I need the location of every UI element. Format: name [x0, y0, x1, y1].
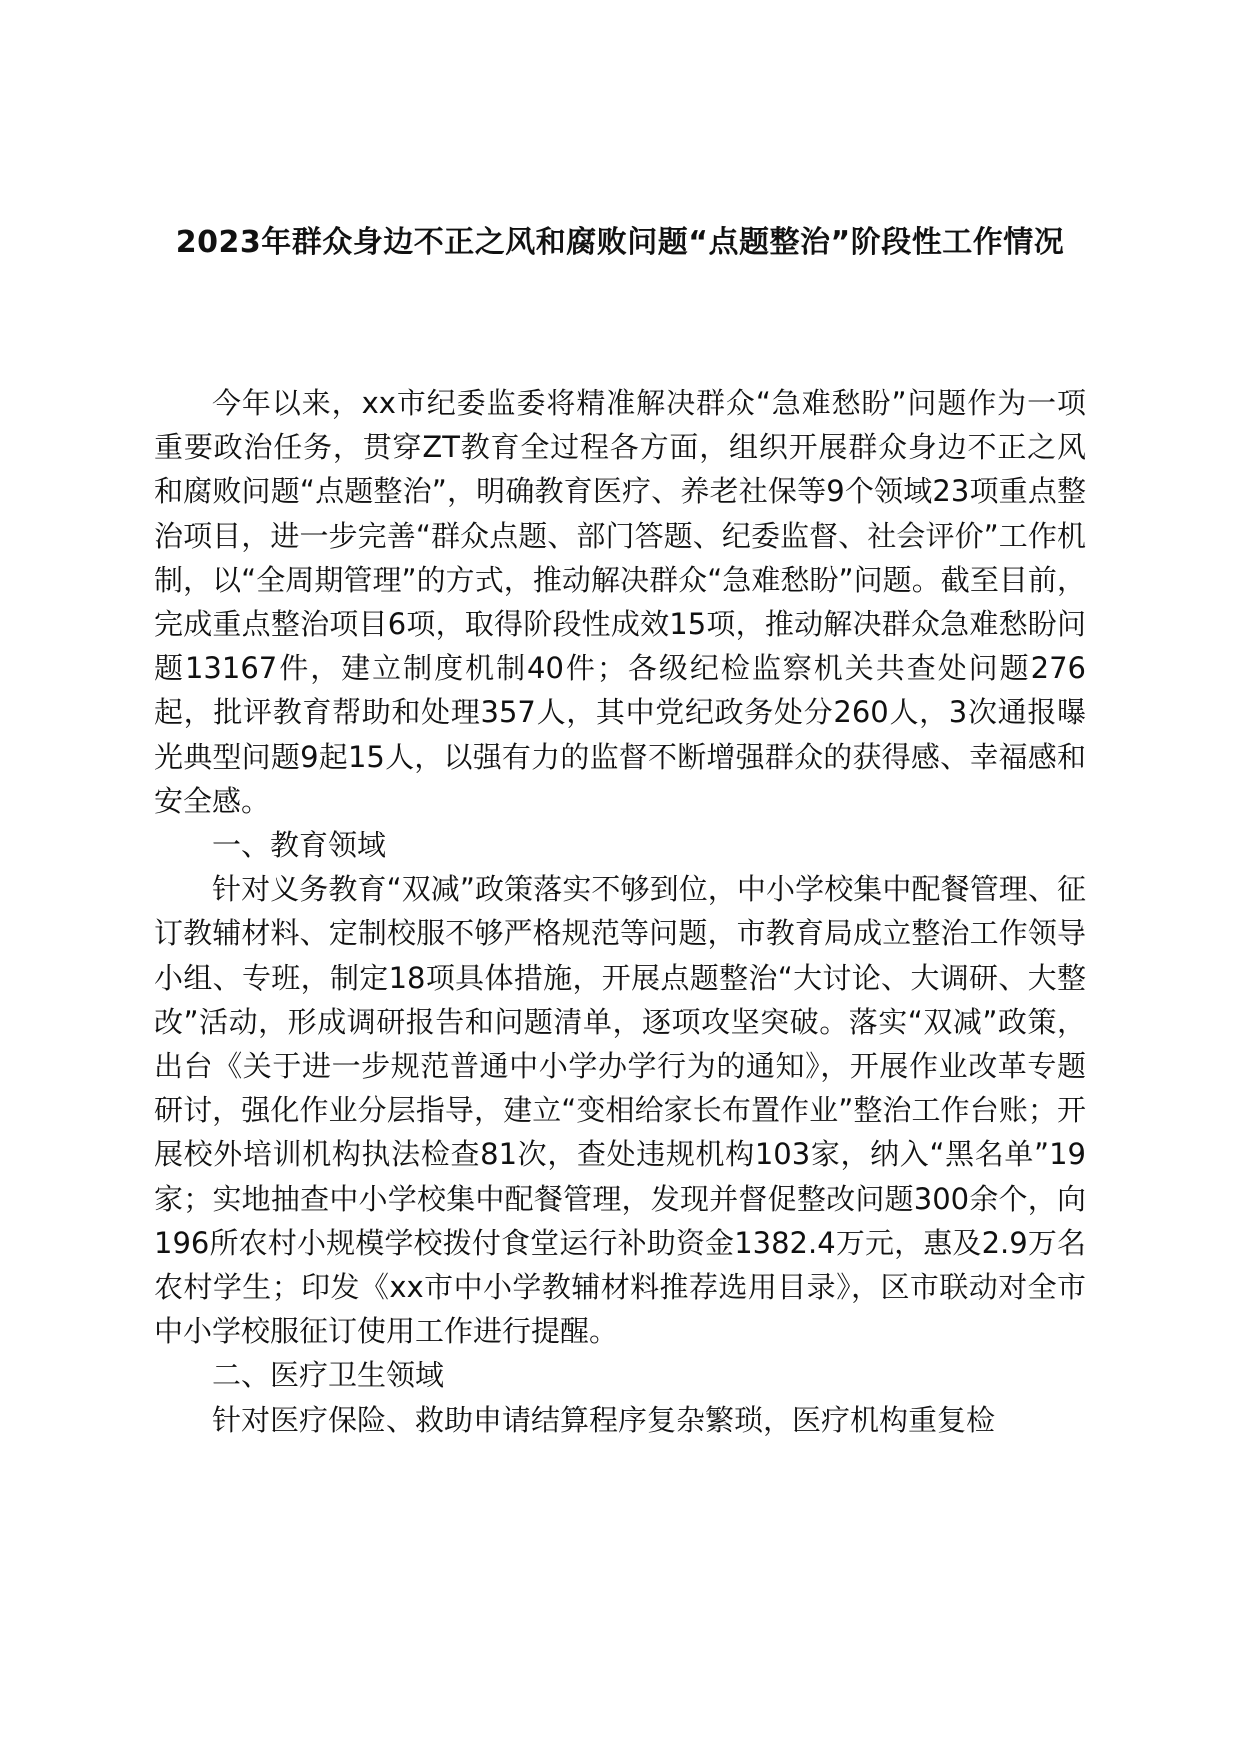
section-heading-education: 一、教育领域	[212, 828, 387, 863]
document-body	[154, 381, 1086, 1442]
education-paragraph: 针对义务教育“双减”政策落实不够到位，中小学校集中配餐管理、征订教辅材料、定制校服不够严格规范等问题，市教育局成立整治工作领导小组、专班，制定18项具体措施，开展点题整治“大讨论、大调研、大整改”活动，形成调研报告和问题清单，逐项攻坚突破。落实“双减”政策，出台《关于进一步规范普通中小学办学行为的通知》，开展作业改革专题研讨，强化作业分层指导，建立“变相给家长布置作业”整治工作台账；开展校外培训机构执法检查81次，查处违规机构103家，纳入“黑名单”19家；实地抽查中小学校集中配餐管理，发现并督促整改问题300余个，向196所农村小规模学校拨付食堂运行补助资金1382.4万元，惠及2.9万名农村学生；印发《xx市中小学教辅材料推荐选用目录》，区市联动对全市中小学校服征订使用工作进行提醒。	[154, 872, 1086, 1349]
intro-paragraph: 今年以来，xx市纪委监委将精准解决群众“急难愁盼”问题作为一项重要政治任务，贯穿ZT教育全过程各方面，组织开展群众身边不正之风和腐败问题“点题整治”，明确教育医疗、养老社保等9个领域23项重点整治项目，进一步完善“群众点题、部门答题、纪委监督、社会评价”工作机制，以“全周期管理”的方式，推动解决群众“急难愁盼”问题。截至目前，完成重点整治项目6项，取得阶段性成效15项，推动解决群众急难愁盼问题13167件，建立制度机制40件；各级纪检监察机关共查处问题276起，批评教育帮助和处理357人，其中党纪政务处分260人，3次通报曝光典型问题9起15人，以强有力的监督不断增强群众的获得感、幸福感和安全感。	[154, 386, 1086, 818]
document-title: 2023年群众身边不正之风和腐败问题“点题整治”阶段性工作情况	[175, 225, 1065, 260]
section-heading-healthcare: 二、医疗卫生领域	[212, 1358, 445, 1393]
healthcare-paragraph: 针对医疗保险、救助申请结算程序复杂繁琐，医疗机构重复检	[212, 1402, 996, 1437]
